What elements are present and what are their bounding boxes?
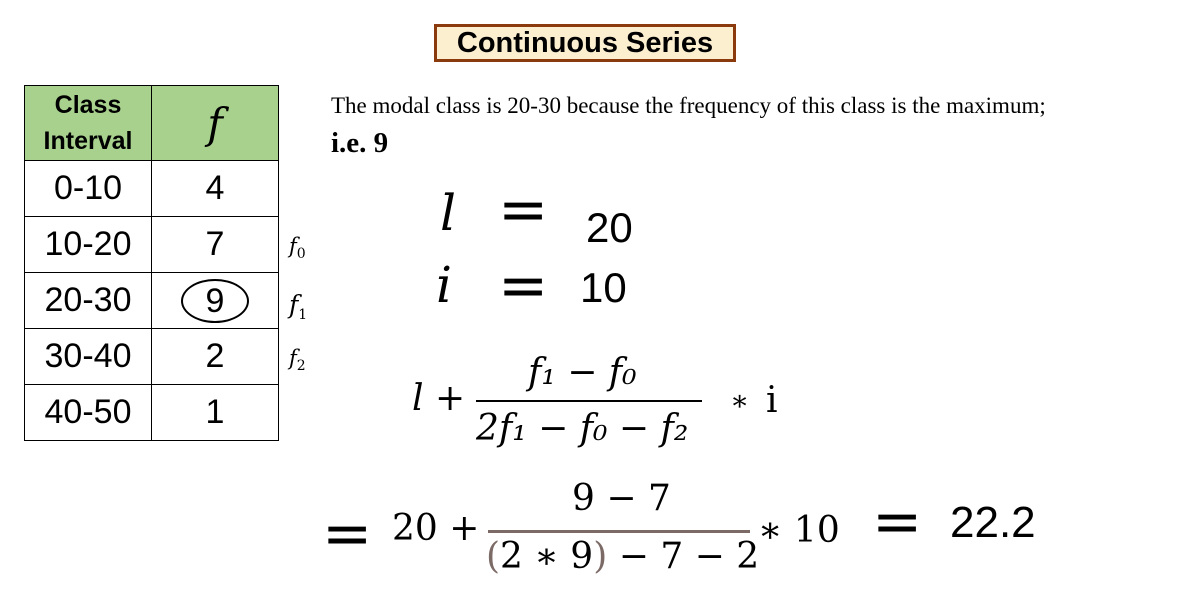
formula-times: ∗ (730, 384, 750, 417)
label-f2 (289, 346, 306, 374)
table-header-row (25, 86, 279, 161)
table-row-modal (25, 273, 279, 329)
calc-times-ten: ∗ 10 (758, 510, 840, 551)
class-interval-cell: 20-30 (25, 273, 152, 329)
class-interval-cell: 40-50 (25, 385, 152, 441)
modal-class-sentence: The modal class is 20-30 because the frequency of this class is the maximum; (331, 93, 1046, 118)
label-f1-var: f (289, 290, 299, 319)
header-class-line2: Interval (43, 127, 133, 155)
frequency-cell: 4 (152, 161, 279, 217)
symbol-l: l (440, 184, 456, 242)
symbol-i: i (436, 256, 452, 314)
frequency-cell: 1 (152, 385, 279, 441)
modal-value-ie: i.e. 9 (331, 127, 389, 159)
header-class-interval (25, 86, 152, 161)
formula-denominator: 2f₁ − f₀ − f₂ (476, 408, 689, 449)
table-row (25, 161, 279, 217)
label-f0-sub: 0 (296, 246, 306, 263)
label-f0 (289, 234, 306, 262)
formula-multiplier: i (766, 380, 778, 421)
table-row (25, 329, 279, 385)
calc-denominator-inner: 2 ∗ 9 (500, 536, 594, 577)
equals-l: = (498, 175, 549, 245)
class-interval-cell: 0-10 (25, 161, 152, 217)
paren-open: ( (486, 536, 501, 577)
frequency-table (24, 85, 279, 441)
table-row (25, 217, 279, 273)
formula-lhs: l + (412, 378, 466, 419)
label-f2-var: f (289, 346, 297, 370)
calc-fraction-bar (488, 530, 750, 533)
label-f0-var: f (289, 234, 297, 258)
modal-frequency-circled: 9 (181, 279, 249, 323)
value-l: 20 (586, 204, 633, 251)
frequency-cell (152, 273, 279, 329)
calc-equals: = (322, 499, 373, 569)
page-title: Continuous Series (434, 24, 736, 62)
frequency-cell: 2 (152, 329, 279, 385)
header-frequency: f (152, 86, 279, 161)
label-f2-sub: 2 (296, 358, 306, 375)
frequency-cell: 7 (152, 217, 279, 273)
label-f1-sub: 1 (298, 307, 308, 323)
equals-i: = (498, 251, 549, 321)
formula-fraction-bar (476, 400, 702, 402)
table-row (25, 385, 279, 441)
class-interval-cell: 30-40 (25, 329, 152, 385)
label-f1 (289, 290, 307, 323)
paren-close: ) (593, 536, 608, 577)
calc-lead: 20 + (392, 508, 480, 549)
result-value: 22.2 (950, 498, 1036, 547)
class-interval-cell: 10-20 (25, 217, 152, 273)
value-i: 10 (580, 264, 627, 311)
header-class-line1: Class (54, 91, 122, 119)
calc-denominator-rest: − 7 − 2 (607, 536, 760, 577)
calc-denominator (486, 536, 759, 577)
formula-numerator: f₁ − f₀ (528, 352, 637, 393)
result-equals: = (872, 487, 923, 557)
calc-numerator: 9 − 7 (572, 478, 671, 519)
